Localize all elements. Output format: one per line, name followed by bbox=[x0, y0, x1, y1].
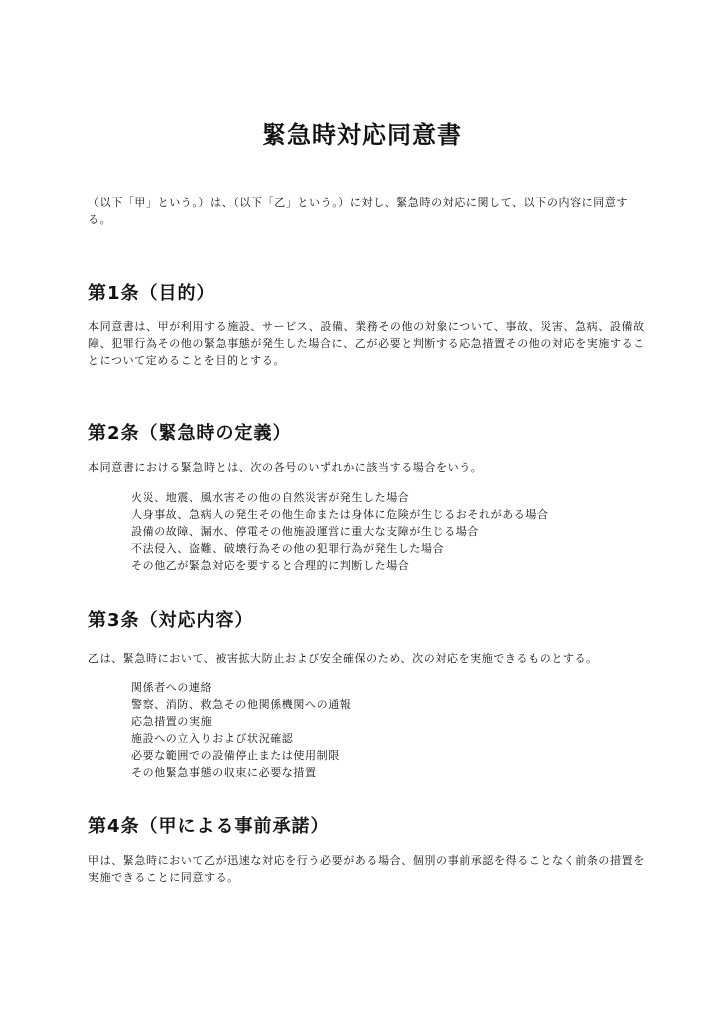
list-item: その他緊急事態の収束に必要な措置 bbox=[131, 766, 317, 779]
list-item: 応急措置の実施 bbox=[131, 715, 213, 728]
list-item: 施設への立入りおよび状況確認 bbox=[131, 732, 294, 745]
document-title: 緊急時対応同意書 bbox=[262, 121, 462, 149]
article-4-body: 甲は、緊急時において乙が迅速な対応を行う必要がある場合、個別の事前承認を得ることなく前条の措置を実施できることに同意する。 bbox=[88, 854, 645, 884]
article-1-heading: 第1条（目的） bbox=[88, 283, 216, 304]
list-item: その他乙が緊急対応を要すると合理的に判断した場合 bbox=[131, 559, 410, 572]
list-item: 火災、地震、風水害その他の自然災害が発生した場合 bbox=[131, 491, 410, 504]
article-4-heading: 第4条（甲による事前承諾） bbox=[88, 816, 330, 837]
list-item: 不法侵入、盗難、破壊行為その他の犯罪行為が発生した場合 bbox=[131, 542, 445, 555]
article-3-body: 乙は、緊急時において、被害拡大防止および安全確保のため、次の対応を実施できるものとする。 bbox=[88, 652, 598, 665]
article-3-heading: 第3条（対応内容） bbox=[88, 610, 254, 631]
article-3-list bbox=[131, 679, 351, 781]
list-item: 設備の故障、漏水、停電その他施設運営に重大な支障が生じる場合 bbox=[131, 525, 479, 538]
list-item: 警察、消防、救急その他関係機関への通報 bbox=[131, 698, 352, 711]
list-item: 人身事故、急病人の発生その他生命または身体に危険が生じるおそれがある場合 bbox=[131, 508, 549, 521]
intro-paragraph: （以下「甲」という。）は、（以下「乙」という。）に対し、緊急時の対応に関して、以下の内容に同意する。 bbox=[88, 196, 629, 226]
article-2-list bbox=[131, 489, 549, 574]
list-item: 関係者への連絡 bbox=[131, 681, 213, 694]
list-item: 必要な範囲での設備停止または使用制限 bbox=[131, 749, 340, 762]
article-1-body: 本同意書は、甲が利用する施設、サービス、設備、業務その他の対象について、事故、災害、急病、設備故障、犯罪行為その他の緊急事態が発生した場合に、乙が必要と判断する応急措置その他の対応を実施することについて定めることを目的とする。 bbox=[88, 320, 645, 367]
article-2-heading: 第2条（緊急時の定義） bbox=[88, 423, 292, 444]
article-2-body: 本同意書における緊急時とは、次の各号のいずれかに該当する場合をいう。 bbox=[88, 461, 483, 474]
